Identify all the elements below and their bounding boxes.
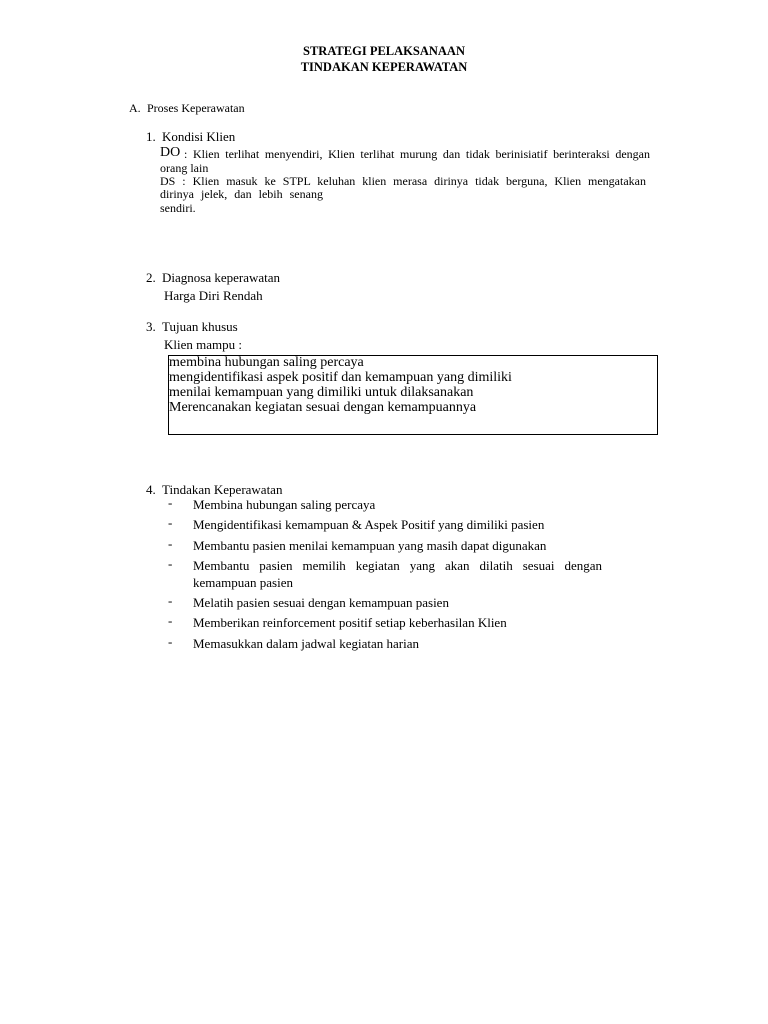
action-item: Membantu pasien menilai kemampuan yang masih dapat digunakan [193,538,547,553]
ds-text-line2: dirinya jelek, dan lebih senang [160,187,323,201]
goal-item: mengidentifikasi aspek positif dan kemampuan yang dimiliki [169,370,512,385]
document-title-line2: TINDAKAN KEPERAWATAN [300,60,468,74]
item2-heading: Diagnosa keperawatan [162,270,281,285]
action-item: Membantu pasien memilih kegiatan yang akan dilatih sesuai dengan [193,558,602,573]
diagnosis-value: Harga Diri Rendah [164,288,263,303]
document-title-line1: STRATEGI PELAKSANAAN [303,44,465,58]
ds-text-line1: DS : Klien masuk ke STPL keluhan klien merasa dirinya tidak berguna, Klien mengatakan [160,174,646,188]
ds-text-line3: sendiri. [160,201,196,215]
do-label: DO [160,145,181,160]
item4-heading: Tindakan Keperawatan [162,482,283,497]
bullet-dash: - [168,536,173,551]
bullet-dash: - [168,556,173,571]
goal-item: membina hubungan saling percaya [169,355,364,370]
goal-item: Merencanakan kegiatan sesuai dengan kemampuannya [169,400,477,415]
goals-box [168,355,658,435]
item3-subheading: Klien mampu : [164,337,242,352]
bullet-dash: - [168,495,173,510]
action-item-continuation: kemampuan pasien [193,575,293,590]
section-a-marker: A. [129,101,141,115]
do-text-line2: orang lain [160,161,209,175]
action-item: Memasukkan dalam jadwal kegiatan harian [193,636,419,651]
item1-heading: Kondisi Klien [162,129,236,144]
item3-number: 3. [146,319,156,334]
goal-item: menilai kemampuan yang dimiliki untuk dilaksanakan [169,385,474,400]
item4-number: 4. [146,482,156,497]
section-a-label: Proses Keperawatan [147,101,245,115]
bullet-dash: - [168,634,173,649]
action-item: Melatih pasien sesuai dengan kemampuan pasien [193,595,449,610]
action-item: Memberikan reinforcement positif setiap keberhasilan Klien [193,615,507,630]
bullet-dash: - [168,613,173,628]
bullet-dash: - [168,515,173,530]
action-item: Mengidentifikasi kemampuan & Aspek Positif yang dimiliki pasien [193,517,545,532]
item2-number: 2. [146,270,156,285]
bullet-dash: - [168,593,173,608]
do-text-line1: : Klien terlihat menyendiri, Klien terlihat murung dan tidak berinisiatif berinteraksi dengan [184,147,650,161]
action-item: Membina hubungan saling percaya [193,497,376,512]
item1-number: 1. [146,129,156,144]
item3-heading: Tujuan khusus [162,319,238,334]
